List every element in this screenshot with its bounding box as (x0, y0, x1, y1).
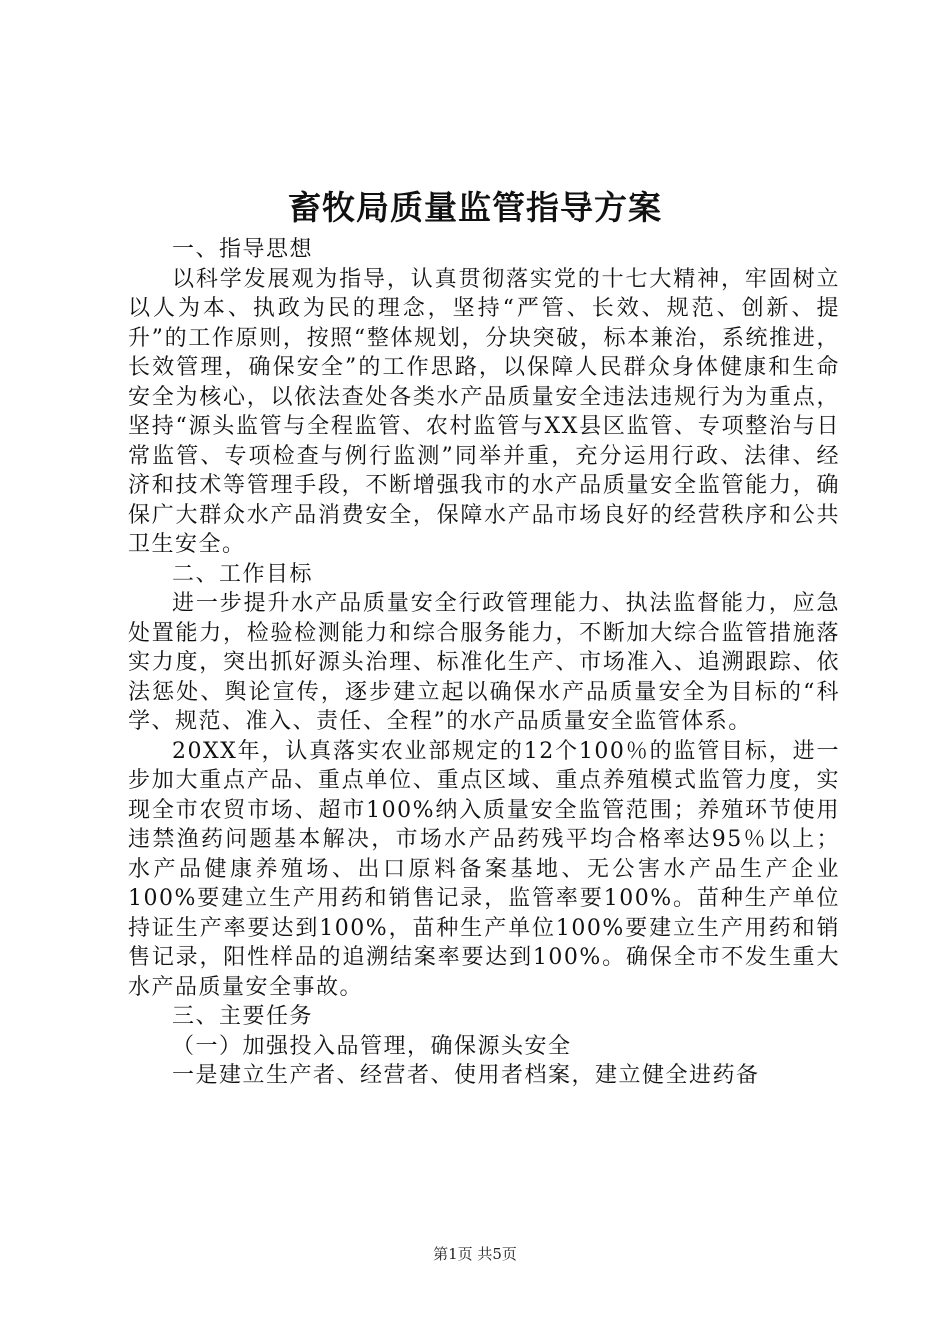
paragraph-work-goals: 进一步提升水产品质量安全行政管理能力、执法监督能力，应急处置能力，检验检测能力和综合服务能力，不断加大综合监管措施落实力度，突出抓好源头治理、标准化生产、市场准入、追溯跟踪、依法惩处、舆论宣传，逐步建立起以确保水产品质量安全为目标的“科学、规范、准入、责任、全程”的水产品质量安全监管体系。 (128, 591, 840, 734)
paragraph-annual-targets: 20XX年，认真落实农业部规定的12个100％的监管目标，进一步加大重点产品、重点单位、重点区域、重点养殖模式监管力度，实现全市农贸市场、超市100%纳入质量安全监管范围；养殖环节使用违禁渔药问题基本解决，市场水产品药残平均合格率达95％以上；水产品健康养殖场、出口原料备案基地、无公害水产品生产企业100%要建立生产用药和销售记录，监管率要100%。苗种生产单位持证生产率要达到100%，苗种生产单位100%要建立生产用药和销售记录，阳性样品的追溯结案率要达到100%。确保全市不发生重大水产品质量安全事故。 (128, 738, 840, 1000)
page-footer: 第1页 共5页 (433, 1245, 517, 1263)
section-heading-main-tasks: 三、主要任务 (172, 1004, 314, 1029)
paragraph-guiding-ideology: 以科学发展观为指导，认真贯彻落实党的十七大精神，牢固树立以人为本、执政为民的理念，坚持“严管、长效、规范、创新、提升”的工作原则，按照“整体规划，分块突破，标本兼治，系统推进，长效管理，确保安全”的工作思路，以保障人民群众身体健康和生命安全为核心，以依法查处各类水产品质量安全违法违规行为为重点，坚持“源头监管与全程监管、农村监管与XX县区监管、专项整治与日常监管、专项检查与例行监测”同举并重，充分运用行政、法律、经济和技术等管理手段，不断增强我市的水产品质量安全监管能力，确保广大群众水产品消费安全，保障水产品市场良好的经营秩序和公共卫生安全。 (128, 266, 840, 557)
section-heading-guiding-ideology: 一、指导思想 (172, 237, 314, 262)
document-title: 畜牧局质量监管指导方案 (288, 188, 662, 227)
document-body (128, 235, 840, 1091)
subsection-heading-input-management: （一）加强投入品管理，确保源头安全 (172, 1033, 572, 1059)
paragraph-input-management: 一是建立生产者、经营者、使用者档案，建立健全进药备 (172, 1063, 760, 1088)
section-heading-work-goals: 二、工作目标 (172, 561, 314, 587)
